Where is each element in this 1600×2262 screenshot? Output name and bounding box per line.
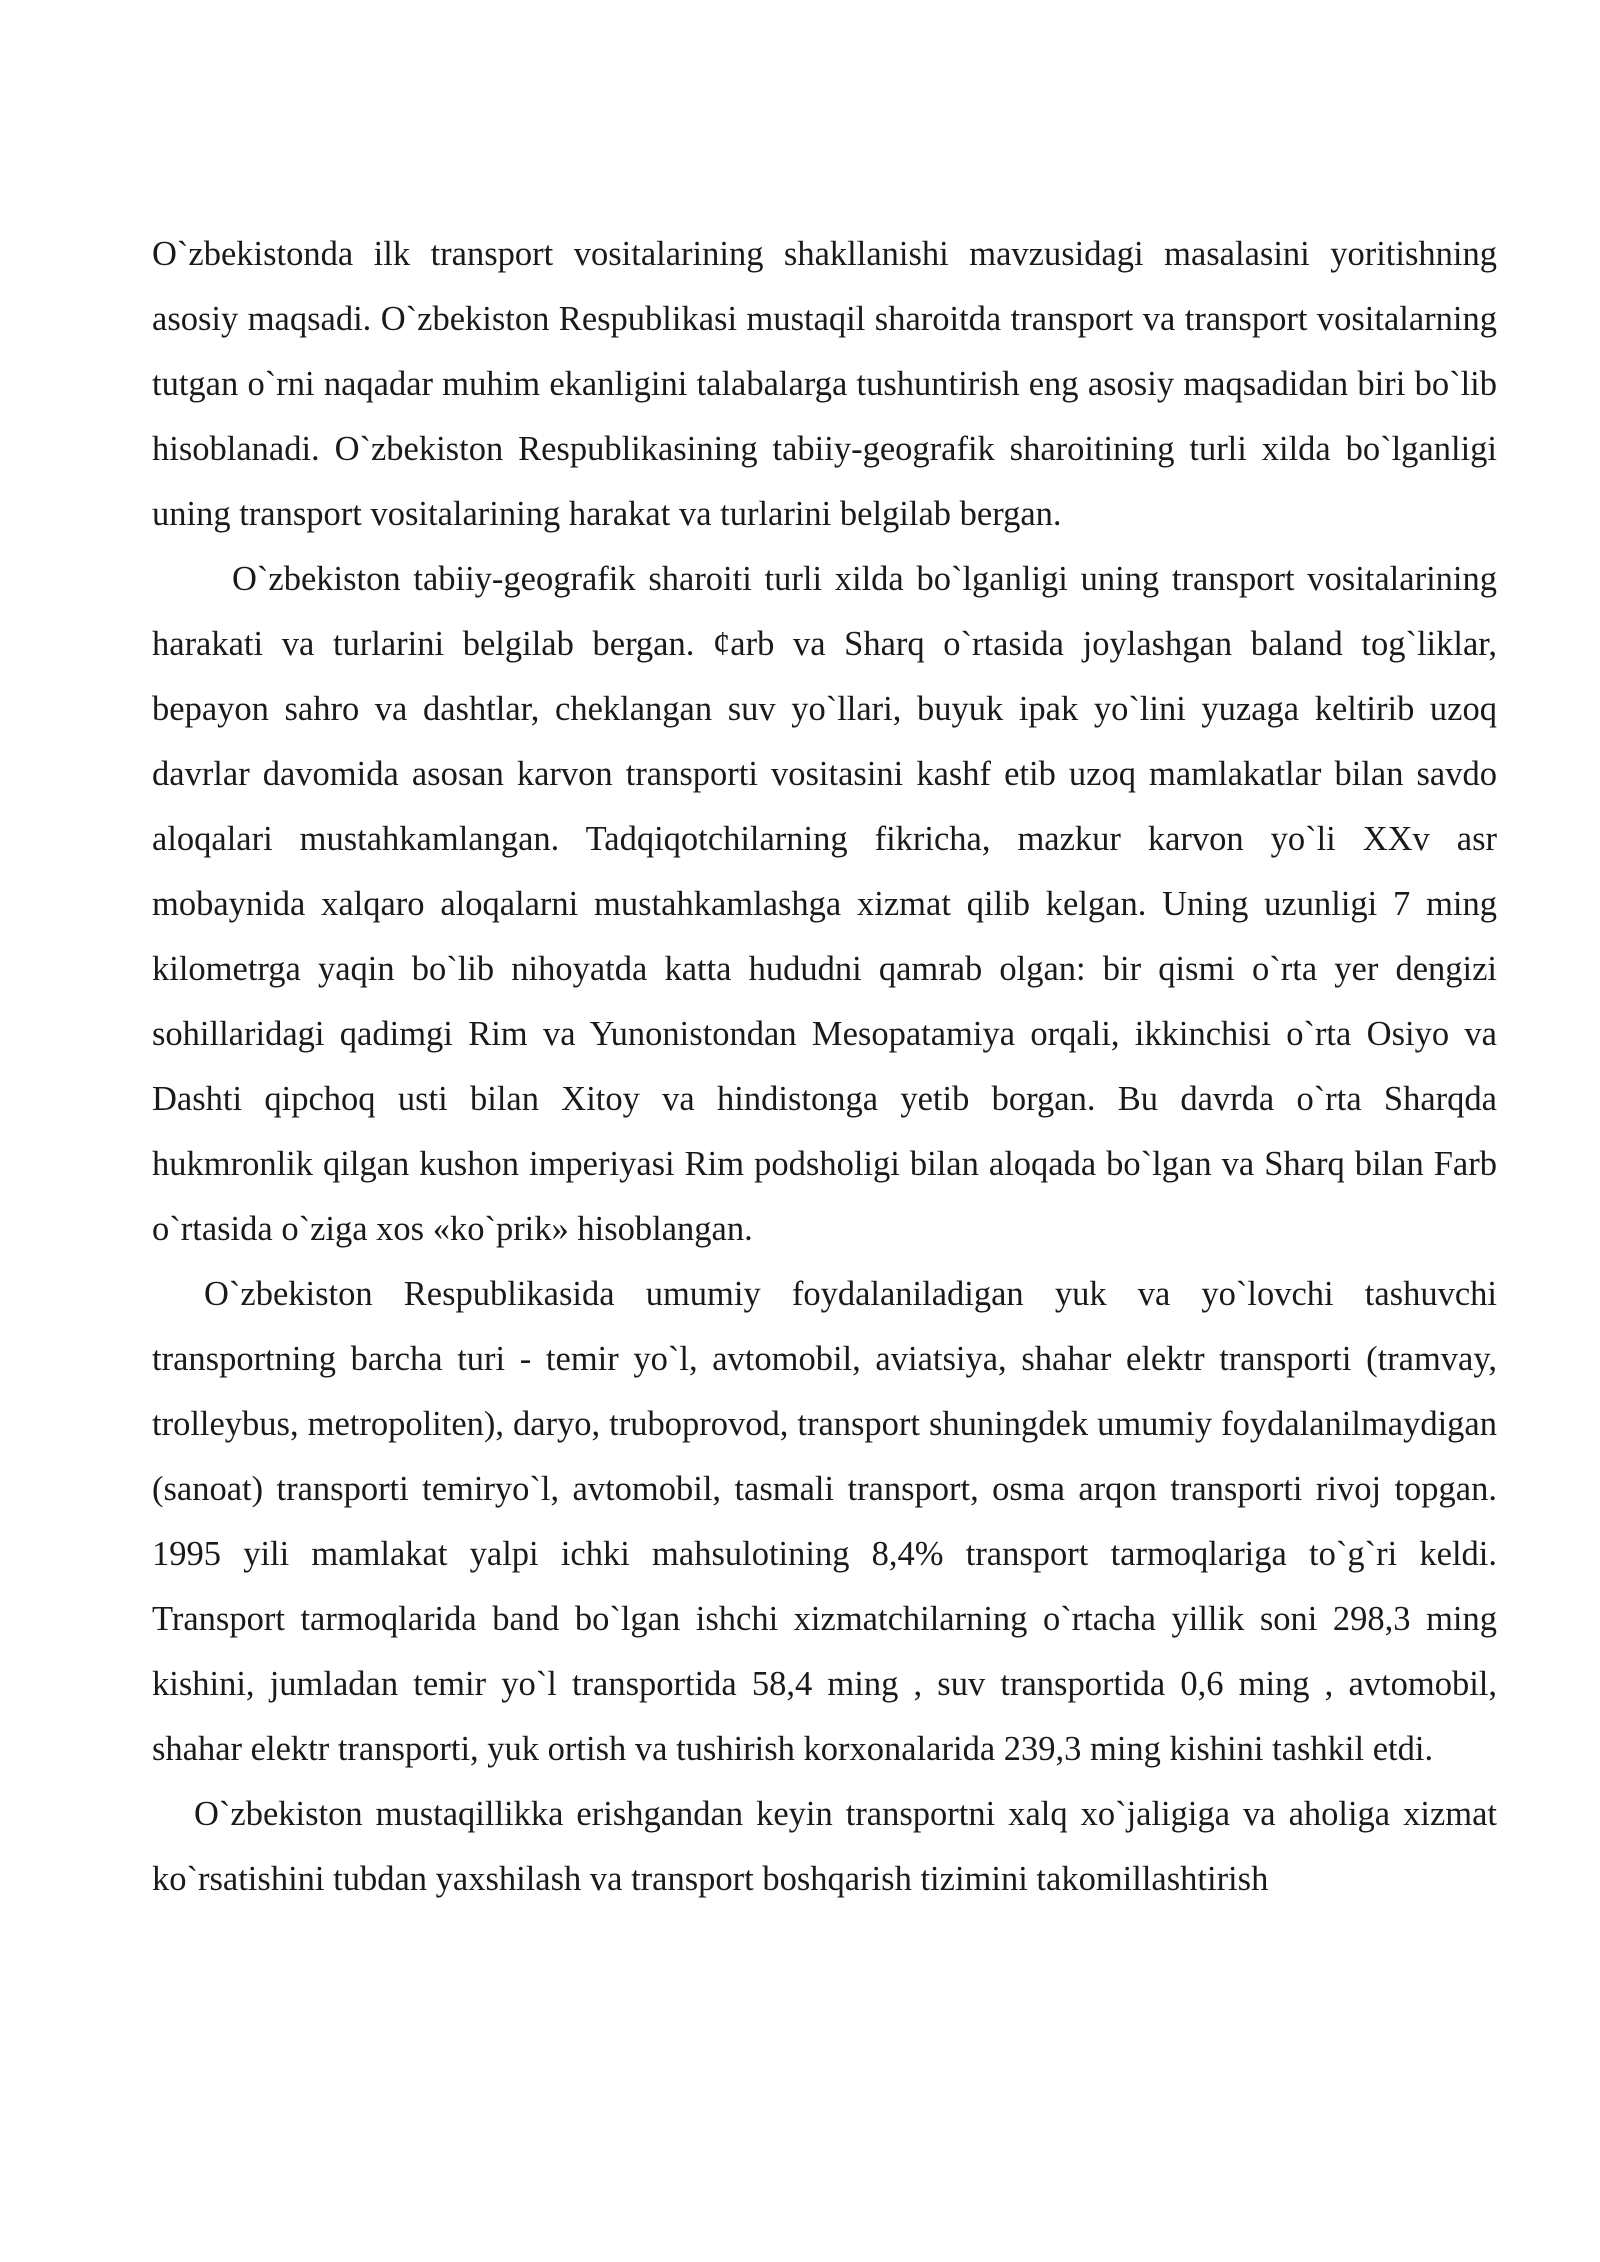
document-body [152,222,1497,1912]
paragraph-transport-types: O`zbekiston Respublikasida umumiy foydalaniladigan yuk va yo`lovchi tashuvchi transportning barcha turi - temir yo`l, avtomobil, aviatsiya, shahar elektr transporti (tramvay, trolleybus, metropoliten), daryo, truboprovod, transport shuningdek umumiy foydalanilmaydigan (sanoat) transporti temiryo`l, avtomobil, tasmali transport, osma arqon transporti rivoj topgan. 1995 yili mamlakat yalpi ichki mahsulotining 8,4% transport tarmoqlariga to`g`ri keldi. Transport tarmoqlarida band bo`lgan ishchi xizmatchilarning o`rtacha yillik soni 298,3 ming kishini, jumladan temir yo`l transportida 58,4 ming , suv transportida 0,6 ming , avtomobil, shahar elektr transporti, yuk ortish va tushirish korxonalarida 239,3 ming kishini tashkil etdi. [152,1275,1497,1768]
paragraph-silk-road: O`zbekiston tabiiy-geografik sharoiti turli xilda bo`lganligi uning transport vositalarining harakati va turlarini belgilab bergan. ¢arb va Sharq o`rtasida joylashgan baland tog`liklar, bepayon sahro va dashtlar, cheklangan suv yo`llari, buyuk ipak yo`lini yuzaga keltirib uzoq davrlar davomida asosan karvon transporti vositasini kashf etib uzoq mamlakatlar bilan savdo aloqalari mustahkamlangan. Tadqiqotchilarning fikricha, mazkur karvon yo`li XXv asr mobaynida xalqaro aloqalarni mustahkamlashga xizmat qilib kelgan. Uning uzunligi 7 ming kilometrga yaqin bo`lib nihoyatda katta hududni qamrab olgan: bir qismi o`rta yer dengizi sohillaridagi qadimgi Rim va Yunonistondan Mesopatamiya orqali, ikkinchisi o`rta Osiyo va Dashti qipchoq usti bilan Xitoy va hindistonga yetib borgan. Bu davrda o`rta Sharqda hukmronlik qilgan kushon imperiyasi Rim podsholigi bilan aloqada bo`lgan va Sharq bilan Farb o`rtasida o`ziga xos «ko`prik» hisoblangan. [152,560,1497,1248]
paragraph-independence: O`zbekiston mustaqillikka erishgandan keyin transportni xalq xo`jaligiga va aholiga xizmat ko`rsatishini tubdan yaxshilash va transport boshqarish tizimini takomillashtirish [152,1795,1497,1898]
paragraph-intro: O`zbekistonda ilk transport vositalarining shakllanishi mavzusidagi masalasini yoritishning asosiy maqsadi. O`zbekiston Respublikasi mustaqil sharoitda transport va transport vositalarning tutgan o`rni naqadar muhim ekanligini talabalarga tushuntirish eng asosiy maqsadidan biri bo`lib hisoblanadi. O`zbekiston Respublikasining tabiiy-geografik sharoitining turli xilda bo`lganligi uning transport vositalarining harakat va turlarini belgilab bergan. [152,235,1497,533]
